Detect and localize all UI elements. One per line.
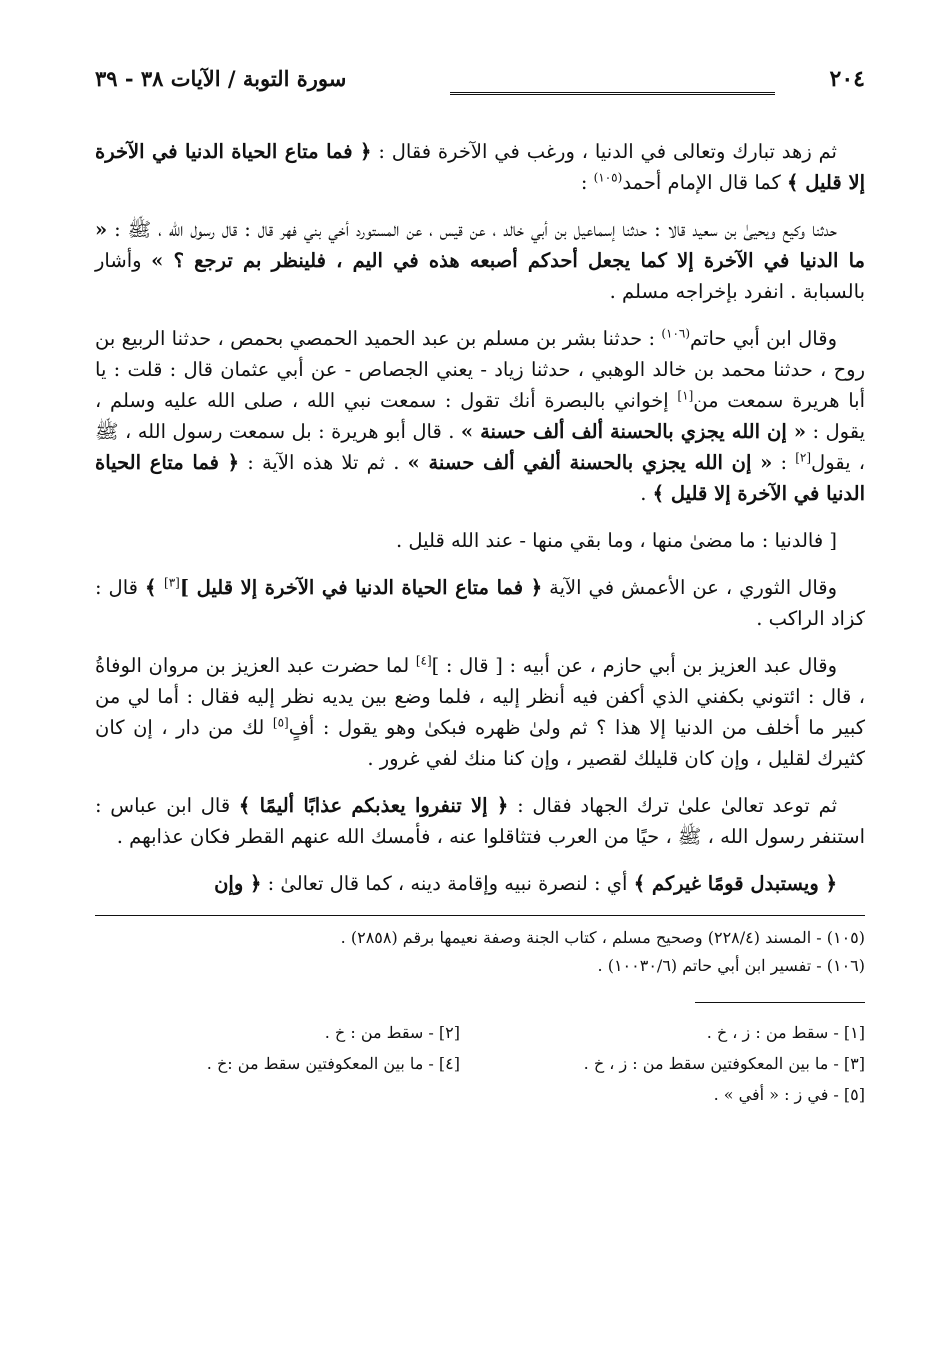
text-run: : bbox=[580, 171, 594, 194]
main-text bbox=[95, 136, 865, 899]
paragraph bbox=[95, 650, 865, 774]
quoted-text: « ما الدنيا في الآخرة إلا كما يجعل أحدكم أصبعه هذه في اليم ، فلينظر بم ترجع ؟ » bbox=[95, 218, 865, 272]
variant-note: [٣] - ما بين المعكوفتين سقط من : ز ، خ . bbox=[583, 1054, 865, 1073]
paragraph bbox=[95, 136, 865, 198]
paragraph bbox=[95, 572, 865, 634]
text-run: : bbox=[772, 451, 796, 474]
manuscript-variants bbox=[95, 1017, 865, 1110]
text-run: . ثم تلا هذه الآية : bbox=[239, 451, 408, 474]
quoted-text: ﴿ فما متاع الحياة الدنيا في الآخرة إلا قليل ﴾ bbox=[95, 140, 865, 194]
text-run: وقال ابن أبي حاتم bbox=[690, 327, 837, 350]
paragraph bbox=[95, 323, 865, 509]
quoted-text: « إن الله يجزي بالحسنة ألف ألف حسنة » bbox=[460, 420, 807, 443]
variant-note: [٤] - ما بين المعكوفتين سقط من :خ . bbox=[206, 1054, 460, 1073]
footnote: (١٠٦) - تفسير ابن أبي حاتم (١٠٠٣٠/٦) . bbox=[597, 956, 865, 975]
text-run: [ فالدنيا : ما مضىٰ منها ، وما بقي منها - عند الله قليل . bbox=[395, 529, 837, 552]
quoted-text: ﴿ فما متاع الحياة الدنيا في الآخرة إلا قليل ] bbox=[179, 576, 543, 599]
footnote-marker: [٥] bbox=[272, 715, 289, 730]
quoted-text: ﴾ bbox=[145, 576, 165, 599]
text-run: قال : كزاد الراكب . bbox=[95, 576, 865, 630]
footnotes bbox=[95, 924, 865, 980]
variant-note: [١] - سقط من : ز ، خ . bbox=[706, 1023, 865, 1042]
footnote-marker: [٣] bbox=[164, 575, 180, 590]
variant-note: [٥] - في ز : « أفي » . bbox=[713, 1085, 865, 1104]
footnote-rule bbox=[95, 915, 865, 916]
text-run: حدثنا وكيع ويحيىٰ بن سعيد قالا : حدثنا إسماعيل بن أبي خالد ، عن قيس ، عن المستورد أخي بني فهر قال : قال رسول الله ، ﷺ : bbox=[107, 218, 837, 241]
quoted-text: « إن الله يجزي بالحسنة ألفي ألف حسنة » bbox=[407, 451, 773, 474]
text-run: ثم توعد تعالىٰ علىٰ ترك الجهاد فقال : bbox=[508, 794, 837, 817]
book-page bbox=[95, 58, 865, 1110]
quoted-text: ﴿ فما متاع الحياة الدنيا في الآخرة إلا قليل ﴾ bbox=[95, 451, 865, 505]
footnote-marker: [٢] bbox=[795, 450, 812, 465]
footnote-marker: (١٠٥) bbox=[593, 170, 623, 185]
footnote-marker: [٤] bbox=[415, 653, 432, 668]
text-run: كما قال الإمام أحمد bbox=[622, 171, 788, 194]
page-number: ٢٠٤ bbox=[829, 66, 865, 92]
header-rule bbox=[450, 92, 775, 95]
text-run: . قال أبو هريرة : بل سمعت رسول الله ، ﷺ ، يقول bbox=[95, 420, 866, 474]
page-header bbox=[95, 58, 865, 98]
variant-note: [٢] - سقط من : خ . bbox=[324, 1023, 460, 1042]
quoted-text: ﴿ ويستبدل قومًا غيركم ﴾ bbox=[633, 872, 837, 895]
text-run: وأشار بالسبابة . انفرد بإخراجه مسلم . bbox=[95, 249, 865, 303]
text-run: وقال عبد العزيز بن أبي حازم ، عن أبيه : [ قال : ] bbox=[431, 654, 838, 677]
text-run: إخواني بالبصرة أنك تقول : سمعت نبي الله ، صلى الله عليه وسلم ، يقول : bbox=[95, 389, 865, 443]
footnote-marker: (١٠٦) bbox=[661, 326, 691, 341]
text-run: أي : لنصرة نبيه وإقامة دينه ، كما قال تعالىٰ : bbox=[261, 872, 634, 895]
text-run: لك من دار ، إن كان كثيرك لقليل ، وإن كان قليلك لقصير ، وإن كنا منك لفي غرور . bbox=[95, 716, 865, 770]
paragraph bbox=[95, 790, 865, 852]
running-title: سورة التوبة / الآيات ٣٨ - ٣٩ bbox=[95, 66, 347, 91]
text-run: : حدثنا بشر بن مسلم بن عبد الحميد الحمصي بحمص ، حدثنا الربيع بن روح ، حدثنا محمد بن خالد الوهبي ، حدثنا زياد - يعني الجصاص - عن أبي عثمان قال : قلت : يا أبا هريرة سمعت من bbox=[95, 327, 865, 412]
paragraph bbox=[95, 868, 865, 899]
text-run: ثم زهد تبارك وتعالى في الدنيا ، ورغب في الآخرة فقال : bbox=[371, 140, 837, 163]
variants-rule bbox=[695, 1002, 865, 1003]
text-run: . bbox=[640, 482, 653, 505]
footnote-marker: [١] bbox=[677, 388, 694, 403]
quoted-text: ﴿ إلا تنفروا يعذبكم عذابًا أليمًا ﴾ bbox=[238, 794, 509, 817]
paragraph bbox=[95, 525, 865, 556]
text-run: وقال الثوري ، عن الأعمش في الآية bbox=[542, 576, 838, 599]
text-run: قال ابن عباس : استنفر رسول الله ، ﷺ ، حيًا من العرب فتثاقلوا عنه ، فأمسك الله عنهم القطر فكان عذابهم . bbox=[95, 794, 865, 848]
quoted-text: ﴿ وإن bbox=[214, 872, 262, 895]
text-run: لما حضرت عبد العزيز بن مروان الوفاةُ ، قال : ائتوني بكفني الذي أكفن فيه أنظر إليه ، فلما وضع بين يديه نظر إليه فقال : أما لي من كبير ما أخلف من الدنيا إلا هذا ؟ ثم ولىٰ ظهره فبكىٰ وهو يقول : أفٍ bbox=[95, 654, 865, 739]
footnote: (١٠٥) - المسند (٢٢٨/٤) وصحيح مسلم ، كتاب الجنة وصفة نعيمها برقم (٢٨٥٨) . bbox=[340, 928, 865, 947]
paragraph bbox=[95, 214, 865, 307]
